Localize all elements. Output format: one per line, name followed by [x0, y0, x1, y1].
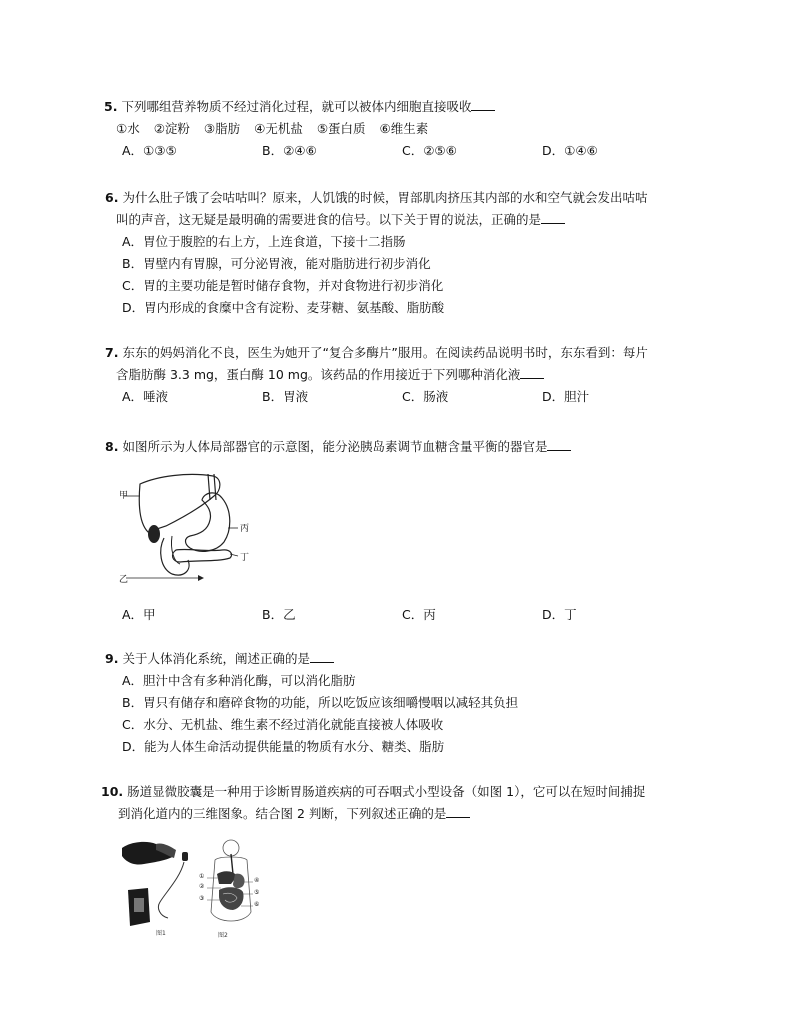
option-c: C．肠液 — [402, 389, 449, 404]
question-9 — [105, 648, 705, 758]
figure-marker-3: ③ — [199, 895, 205, 902]
question-number: 7. — [105, 345, 119, 360]
stem-line: 含脂肪酶 3.3 mg，蛋白酶 10 mg。该药品的作用接近于下列哪种消化液 — [116, 367, 521, 382]
question-number: 10. — [101, 784, 124, 799]
option-d: D．丁 — [542, 607, 577, 622]
option-b: B．胃壁内有胃腺，可分泌胃液，能对脂肪进行初步消化 — [122, 256, 431, 271]
item: ④无机盐 — [254, 121, 303, 136]
item-list — [105, 118, 705, 140]
option-c: C．水分、无机盐、维生素不经过消化就能直接被人体吸收 — [122, 717, 444, 732]
question-10 — [101, 781, 711, 825]
question-stem — [105, 436, 705, 458]
stem-line: 东东的妈妈消化不良，医生为她开了“复合多酶片”服用。在阅读药品说明书时，东东看到：每片 — [122, 345, 648, 360]
item: ⑤蛋白质 — [316, 121, 366, 136]
figure-label-bing: 丙 — [240, 524, 250, 534]
option-a: A．甲 — [122, 607, 156, 622]
figure-label-yi: 乙 — [119, 575, 129, 585]
digestive-organs-figure — [118, 466, 278, 591]
answer-blank — [446, 805, 470, 818]
stem-text: 关于人体消化系统，阐述正确的是 — [122, 651, 310, 666]
question-stem-cont — [101, 803, 711, 825]
option-row — [105, 604, 705, 626]
question-stem-cont — [105, 209, 705, 231]
question-stem — [105, 648, 705, 670]
answer-blank — [471, 98, 495, 111]
answer-blank — [310, 650, 334, 663]
answer-blank — [547, 438, 571, 451]
item: ⑥维生素 — [379, 121, 429, 136]
figure-caption-2: 图2 — [218, 932, 228, 939]
question-number: 8. — [105, 439, 119, 454]
option-c: C．②⑤⑥ — [402, 143, 457, 158]
stem-line: 为什么肚子饿了会咕咕叫？原来，人饥饿的时候，胃部肌肉挤压其内部的水和空气就会发出咕咕 — [122, 190, 648, 205]
figure-caption-1: 图1 — [156, 930, 166, 937]
question-stem — [105, 342, 705, 364]
option-row — [105, 386, 705, 408]
figure-label-ding: 丁 — [240, 553, 250, 563]
figure-marker-1: ① — [199, 873, 205, 880]
figure-marker-5: ⑤ — [254, 889, 260, 896]
option-c: C．丙 — [402, 607, 436, 622]
item: ③脂肪 — [203, 121, 241, 136]
question-stem — [101, 781, 711, 803]
stem-line: 叫的声音，这无疑是最明确的需要进食的信号。以下关于胃的说法，正确的是 — [116, 212, 542, 227]
question-7 — [105, 342, 705, 408]
option-c: C．胃的主要功能是暂时储存食物，并对食物进行初步消化 — [122, 278, 444, 293]
question-number: 5. — [104, 99, 118, 114]
question-stem: 下列哪组营养物质不经过消化过程，就可以被体内细胞直接吸收 — [121, 99, 472, 114]
question-stem-cont — [105, 364, 705, 386]
figure-marker-6: ⑥ — [254, 901, 260, 908]
figure-label-jia: 甲 — [119, 491, 129, 501]
question-stem — [105, 187, 705, 209]
option-a: A．①③⑤ — [122, 143, 177, 158]
option-row — [105, 140, 705, 162]
item: ②淀粉 — [153, 121, 190, 136]
figure-marker-2: ② — [199, 883, 205, 890]
option-a: A．胃位于腹腔的右上方，上连食道，下接十二指肠 — [122, 234, 406, 249]
stem-text: 如图所示为人体局部器官的示意图，能分泌胰岛素调节血糖含量平衡的器官是 — [122, 439, 548, 454]
question-number: 6. — [105, 190, 119, 205]
option-d: D．胃内形成的食糜中含有淀粉、麦芽糖、氨基酸、脂肪酸 — [122, 300, 445, 315]
option-b: B．胃只有储存和磨碎食物的功能，所以吃饭应该细嚼慢咽以减轻其负担 — [122, 695, 519, 710]
option-a: A．胆汁中含有多种消化酶，可以消化脂肪 — [122, 673, 356, 688]
question-5 — [105, 96, 705, 162]
capsule-figure-1 — [120, 838, 195, 930]
answer-blank — [520, 366, 544, 379]
item: ①水 — [116, 121, 140, 136]
option-b: B．②④⑥ — [262, 143, 317, 158]
option-b: B．胃液 — [262, 389, 309, 404]
figure-marker-4: ④ — [254, 877, 260, 884]
option-d: D．①④⑥ — [542, 143, 598, 158]
answer-blank — [541, 211, 565, 224]
question-number: 9. — [105, 651, 119, 666]
option-d: D．能为人体生命活动提供能量的物质有水分、糖类、脂肪 — [122, 739, 445, 754]
question-8-options — [105, 604, 705, 626]
stem-line: 到消化道内的三维图象。结合图 2 判断，下列叙述正确的是 — [118, 806, 447, 821]
question-8 — [105, 436, 705, 458]
option-b: B．乙 — [262, 607, 296, 622]
question-6 — [105, 187, 705, 319]
option-a: A．唾液 — [122, 389, 169, 404]
option-d: D．胆汁 — [542, 389, 590, 404]
stem-line: 肠道显微胶囊是一种用于诊断胃肠道疾病的可吞咽式小型设备（如图 1），它可以在短时间捕捉 — [127, 784, 646, 799]
